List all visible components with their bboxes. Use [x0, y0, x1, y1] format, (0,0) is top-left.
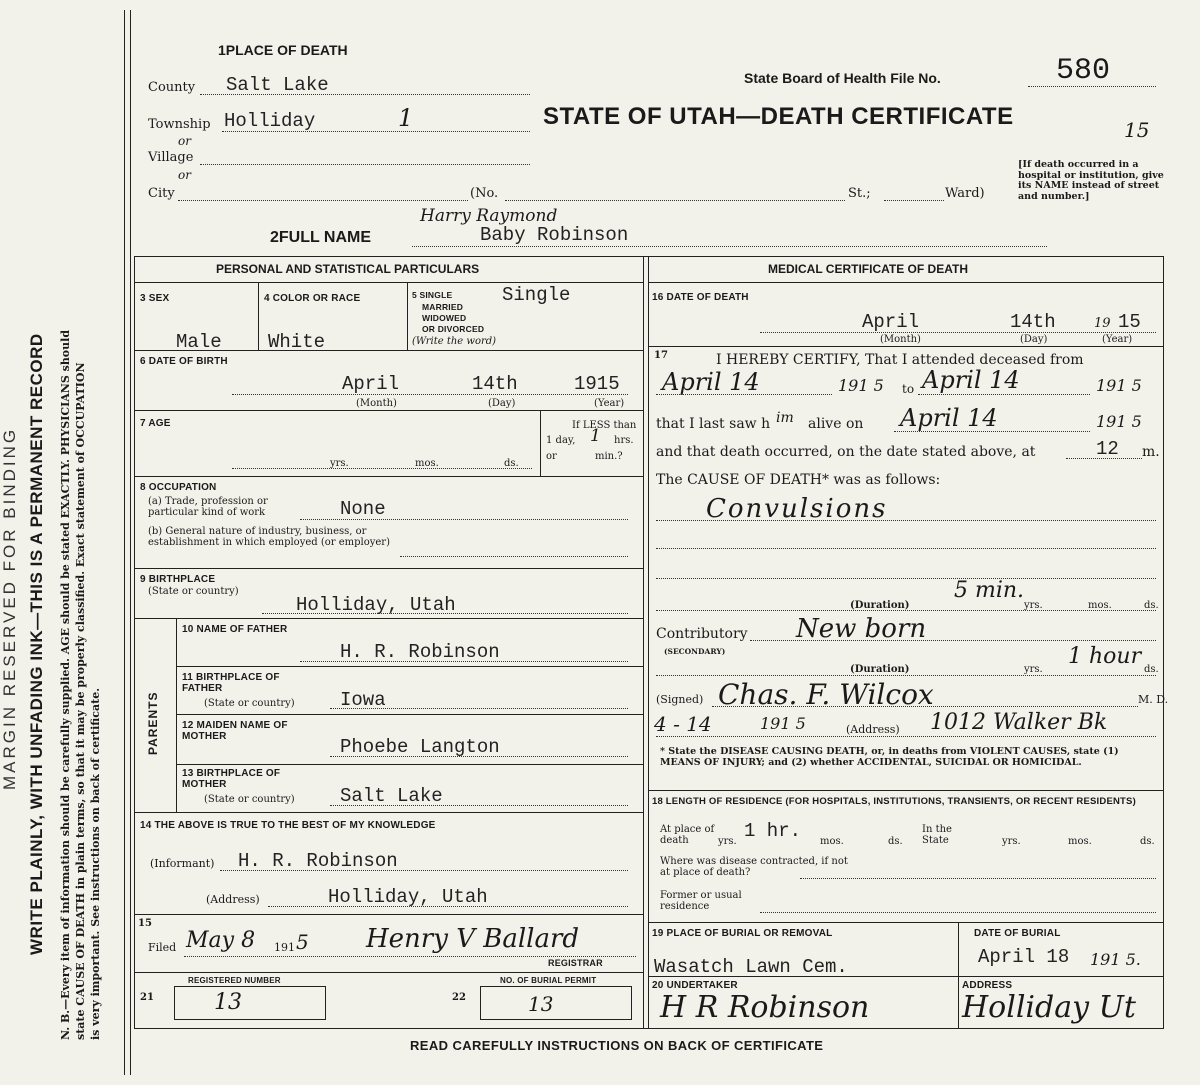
last-saw-date: April 14 [900, 404, 998, 432]
ward-label: Ward) [945, 186, 985, 201]
city-line [178, 200, 468, 201]
binding-rule-2 [130, 10, 131, 1075]
age-less-than: If LESS than [572, 420, 637, 431]
dod-month: April [862, 311, 920, 333]
last-saw-line [894, 431, 1090, 432]
cause-value: Convulsions [706, 494, 888, 524]
signed-address-line [656, 736, 1156, 737]
margin-binding-text: MARGIN RESERVED FOR BINDING [0, 426, 19, 790]
full-name-handwritten: Harry Raymond [420, 206, 558, 226]
filed-date: May 8 [186, 928, 256, 953]
reg-number-box [174, 986, 326, 1020]
marital-label-b: MARRIED [422, 302, 464, 312]
death-time-value: 12 [1096, 438, 1119, 460]
medical-rule-4 [648, 976, 1163, 977]
dod-year-caption: (Year) [1102, 334, 1133, 345]
residence-label: 18 LENGTH OF RESIDENCE (FOR HOSPITALS, INSTITUTIONS, TRANSIENTS, OR RECENT RESIDENTS) [652, 796, 1136, 807]
row-rule-1 [134, 350, 643, 351]
contributory-sublabel: (SECONDARY) [664, 647, 726, 656]
occupation-label: 8 OCCUPATION [140, 482, 217, 493]
birthplace-sublabel: (State or country) [148, 586, 239, 597]
margin-nb-line-2: state CAUSE OF DEATH in plain terms, so that it may be properly classified. Exact statement of OCCUPATION [74, 362, 87, 1040]
margin-nb-line-1: N. B.—Every item of information should be carefully supplied. AGE should be stated EXACTLY. PHYSICIANS should [59, 329, 72, 1040]
undertaker-value: H R Robinson [660, 990, 870, 1025]
village-line [200, 164, 530, 165]
contributory-line [750, 640, 1156, 641]
filed-number: 15 [138, 918, 152, 929]
parents-label: PARENTS [146, 691, 160, 755]
at-place-label: At place of death [660, 824, 715, 846]
dob-label: 6 DATE OF BIRTH [140, 356, 228, 367]
state-mos: mos. [1068, 836, 1092, 847]
dob-year: 1915 [574, 373, 620, 395]
attended-to-date: April 14 [922, 366, 1020, 394]
age-yrs: yrs. [330, 458, 349, 469]
hospital-note: [If death occurred in a hospital or institution, give its NAME instead of street and number.] [1018, 159, 1164, 202]
row-rule-5 [134, 618, 643, 619]
residence-yrs: yrs. [718, 836, 737, 847]
filed-year: 5 [296, 930, 309, 954]
duration-line-1 [656, 610, 1156, 611]
row-rule-4 [134, 568, 643, 569]
color-divider [407, 282, 408, 350]
street-number-label: (No. [470, 186, 499, 201]
cause-line-2 [656, 548, 1156, 549]
dob-year-caption: (Year) [594, 398, 625, 409]
instructions-footer: READ CAREFULLY INSTRUCTIONS ON BACK OF CERTIFICATE [410, 1038, 824, 1053]
village-label: Village [148, 150, 194, 165]
ward-line [884, 200, 944, 201]
file-number-label: State Board of Health File No. [744, 70, 941, 86]
frame-left [134, 256, 135, 1028]
county-value: Salt Lake [226, 74, 329, 96]
where-contracted-label: Where was disease contracted, if not at place of death? [660, 856, 848, 878]
frame-bottom [134, 1028, 1164, 1029]
age-line [232, 468, 532, 469]
md-label: M. D. [1138, 693, 1169, 706]
or-label-1: or [178, 134, 191, 148]
father-label: 10 NAME OF FATHER [182, 624, 288, 635]
mother-birthplace-label: 13 BIRTHPLACE OF MOTHER [182, 768, 281, 790]
birthplace-value: Holliday, Utah [296, 594, 456, 616]
medical-heading: MEDICAL CERTIFICATE OF DEATH [768, 262, 968, 276]
color-value: White [268, 331, 326, 353]
cause-label: The CAUSE OF DEATH* was as follows: [656, 472, 941, 488]
father-line [300, 661, 628, 662]
death-time-line [1066, 458, 1142, 459]
filed-year-prefix: 191 [274, 941, 295, 954]
medical-heading-rule [648, 282, 1163, 283]
dob-day-caption: (Day) [488, 398, 516, 409]
age-or: or [546, 451, 557, 462]
occupation-b-line [400, 556, 628, 557]
township-value: Holliday [224, 110, 316, 132]
age-hrs: hrs. [614, 435, 634, 446]
dob-month-caption: (Month) [356, 398, 397, 409]
cause-line-3 [656, 578, 1156, 579]
file-number-value: 580 [1056, 54, 1111, 88]
age-min: min.? [595, 451, 623, 462]
last-saw-pronoun: im [776, 410, 794, 426]
city-label: City [148, 186, 175, 201]
state-ds: ds. [1140, 836, 1155, 847]
duration-label-2: (Duration) [850, 664, 910, 675]
certify-text: I HEREBY CERTIFY, That I attended deceased from [716, 352, 1084, 368]
dod-month-caption: (Month) [880, 334, 921, 345]
former-residence-label: Former or usual residence [660, 890, 742, 912]
burial-date-label: DATE OF BURIAL [974, 928, 1061, 939]
full-name-label: 2FULL NAME [270, 229, 372, 246]
age-divider [540, 410, 541, 476]
handwritten-note: 15 [1124, 118, 1150, 142]
informant-value: H. R. Robinson [238, 850, 398, 872]
father-birthplace-line [330, 708, 628, 709]
burial-permit-label: NO. OF BURIAL PERMIT [500, 976, 597, 985]
dod-line [760, 332, 1156, 333]
duration-yrs-1: yrs. [1024, 600, 1043, 611]
death-occurred-label: and that death occurred, on the date stated above, at [656, 444, 1036, 460]
mother-name-line [330, 756, 628, 757]
occupation-a-label: (a) Trade, profession or particular kind of work [148, 496, 268, 518]
undertaker-address: Holliday Ut [962, 990, 1136, 1025]
residence-value: 1 hr. [744, 820, 802, 842]
informant-address-value: Holliday, Utah [328, 886, 488, 908]
county-label: County [148, 80, 196, 95]
duration-mos-1: mos. [1088, 600, 1112, 611]
frame-middle-2 [648, 256, 649, 1028]
parents-divider [176, 618, 177, 812]
marital-label-a: 5 SINGLE [412, 290, 453, 300]
contributory-label: Contributory [656, 626, 748, 642]
attended-to-line [918, 394, 1090, 395]
in-state-label: In the State [922, 824, 952, 846]
burial-place-value: Wasatch Lawn Cem. [654, 956, 848, 978]
row-rule-7 [134, 914, 643, 915]
residence-mos: mos. [820, 836, 844, 847]
parents-rule-2 [176, 714, 643, 715]
age-ds: ds. [504, 458, 519, 469]
former-residence-line [760, 912, 1156, 913]
burial-place-label: 19 PLACE OF BURIAL OR REMOVAL [652, 928, 833, 939]
cause-footnote: * State the DISEASE CAUSING DEATH, or, in deaths from VIOLENT CAUSES, state (1) MEANS OF INJURY; and (2) whether ACCIDENTAL, SUICIDAL OR HOMICIDAL. [660, 746, 1119, 768]
duration-ds-2: ds. [1144, 664, 1159, 675]
duration-yrs-2: yrs. [1024, 664, 1043, 675]
mother-birthplace-sublabel: (State or country) [204, 794, 295, 805]
sex-value: Male [176, 331, 222, 353]
occupation-a-line [300, 519, 628, 520]
father-birthplace-sublabel: (State or country) [204, 698, 295, 709]
age-hours-value: 1 [590, 426, 601, 446]
father-birthplace-label: 11 BIRTHPLACE OF FATHER [182, 672, 280, 694]
attended-to-year: 191 5 [1096, 376, 1142, 395]
medical-rule-1 [648, 346, 1163, 347]
reg-number-label: REGISTERED NUMBER [188, 976, 281, 985]
undertaker-label: 20 UNDERTAKER [652, 980, 738, 991]
attended-from-year: 191 5 [838, 376, 884, 395]
dod-day: 14th [1010, 311, 1056, 333]
death-time-m: m. [1142, 444, 1160, 460]
signed-label: (Signed) [656, 693, 704, 706]
contributory-value: New born [796, 614, 927, 644]
age-mos: mos. [415, 458, 439, 469]
duration-value-2: 1 hour [1068, 644, 1142, 669]
mother-birthplace-line [330, 805, 628, 806]
burial-divider [958, 922, 959, 1028]
cause-line-1 [656, 520, 1156, 521]
father-value: H. R. Robinson [340, 641, 500, 663]
burial-date-value: April 18 [978, 946, 1070, 968]
duration-label-1: (Duration) [850, 600, 910, 611]
signed-line [712, 706, 1138, 707]
reg-number-value: 13 [214, 990, 242, 1015]
signed-year: 191 5 [760, 714, 806, 733]
marital-label-d: OR DIVORCED [422, 324, 485, 334]
certify-number: 17 [654, 350, 668, 361]
place-of-death-heading: 1PLACE OF DEATH [218, 42, 348, 58]
frame-middle-1 [643, 256, 644, 1028]
burial-permit-value: 13 [528, 992, 554, 1016]
burial-year: 191 5. [1090, 950, 1141, 969]
undertaker-address-label: ADDRESS [962, 980, 1013, 991]
personal-heading: PERSONAL AND STATISTICAL PARTICULARS [216, 262, 480, 276]
where-contracted-line [800, 878, 1156, 879]
medical-rule-2 [648, 790, 1163, 791]
true-statement-label: 14 THE ABOVE IS TRUE TO THE BEST OF MY KNOWLEDGE [140, 820, 436, 831]
color-label: 4 COLOR OR RACE [264, 293, 361, 304]
burial-permit-num: 22 [452, 992, 466, 1003]
occupation-value: None [340, 498, 386, 520]
informant-label: (Informant) [150, 857, 215, 870]
full-name-value: Baby Robinson [480, 224, 629, 246]
birthplace-label: 9 BIRTHPLACE [140, 574, 216, 585]
frame-right [1163, 256, 1164, 1028]
father-birthplace-value: Iowa [340, 689, 386, 711]
marital-label-e: (Write the word) [412, 336, 497, 347]
mother-birthplace-value: Salt Lake [340, 785, 443, 807]
informant-address-label: (Address) [206, 893, 260, 906]
filed-label: Filed [148, 941, 177, 954]
attended-from-date: April 14 [662, 368, 760, 396]
township-mark: 1 [398, 104, 414, 132]
frame-top [134, 256, 1164, 257]
informant-line [220, 870, 628, 871]
margin-nb-line-3: is very important. See instructions on back of certificate. [89, 687, 102, 1040]
row-rule-6 [134, 812, 643, 813]
row-rule-8 [134, 972, 643, 973]
marital-value: Single [502, 284, 571, 306]
duration-line-2 [656, 675, 1156, 676]
medical-rule-3 [648, 922, 1163, 923]
residence-ds: ds. [888, 836, 903, 847]
last-saw-label-a: that I last saw h [656, 416, 771, 432]
attended-to-label: to [902, 382, 915, 396]
sex-divider [258, 282, 259, 350]
signed-address-label: (Address) [846, 723, 900, 736]
last-saw-label-b: alive on [808, 416, 864, 432]
dod-label: 16 DATE OF DEATH [652, 292, 749, 303]
age-label: 7 AGE [140, 418, 171, 429]
dod-year: 15 [1118, 311, 1141, 333]
occupation-b-label: (b) General nature of industry, business, or establishment in which employed (or employer) [148, 526, 390, 548]
parents-rule-3 [176, 764, 643, 765]
township-label: Township [148, 117, 211, 132]
last-saw-year: 191 5 [1096, 412, 1142, 431]
row-rule-2 [134, 410, 643, 411]
state-yrs: yrs. [1002, 836, 1021, 847]
duration-value-1: 5 min. [954, 578, 1025, 603]
street-label: St.; [848, 186, 871, 201]
mother-name-label: 12 MAIDEN NAME OF MOTHER [182, 720, 288, 742]
marital-label-c: WIDOWED [422, 313, 467, 323]
dod-day-caption: (Day) [1020, 334, 1048, 345]
row-rule-3 [134, 476, 643, 477]
age-one-day: 1 day, [546, 435, 576, 446]
dod-year-prefix: 19 [1094, 316, 1111, 331]
personal-heading-rule [134, 282, 643, 283]
registrar-label: REGISTRAR [548, 958, 603, 968]
certificate-title: STATE OF UTAH—DEATH CERTIFICATE [543, 103, 1014, 130]
filed-line [184, 956, 636, 957]
dob-line [232, 394, 628, 395]
mother-name-value: Phoebe Langton [340, 736, 500, 758]
margin-ink-notice: WRITE PLAINLY, WITH UNFADING INK—THIS IS A PERMANENT RECORD [27, 333, 46, 955]
attended-from-line [656, 394, 832, 395]
informant-address-line [268, 906, 628, 907]
dob-month: April [342, 373, 400, 395]
parents-rule-1 [176, 666, 643, 667]
sex-label: 3 SEX [140, 293, 170, 304]
street-line [505, 200, 845, 201]
full-name-line [412, 246, 1047, 247]
or-label-2: or [178, 168, 191, 182]
dob-day: 14th [472, 373, 518, 395]
physician-signature: Chas. F. Wilcox [718, 678, 934, 711]
duration-ds-1: ds. [1144, 600, 1159, 611]
signed-date: 4 - 14 [654, 712, 712, 736]
binding-rule-1 [124, 10, 125, 1075]
reg-number-num: 21 [140, 992, 154, 1003]
signed-address: 1012 Walker Bk [930, 710, 1108, 735]
registrar-signature: Henry V Ballard [366, 924, 580, 954]
burial-permit-box [480, 986, 632, 1020]
birthplace-line [262, 613, 628, 614]
